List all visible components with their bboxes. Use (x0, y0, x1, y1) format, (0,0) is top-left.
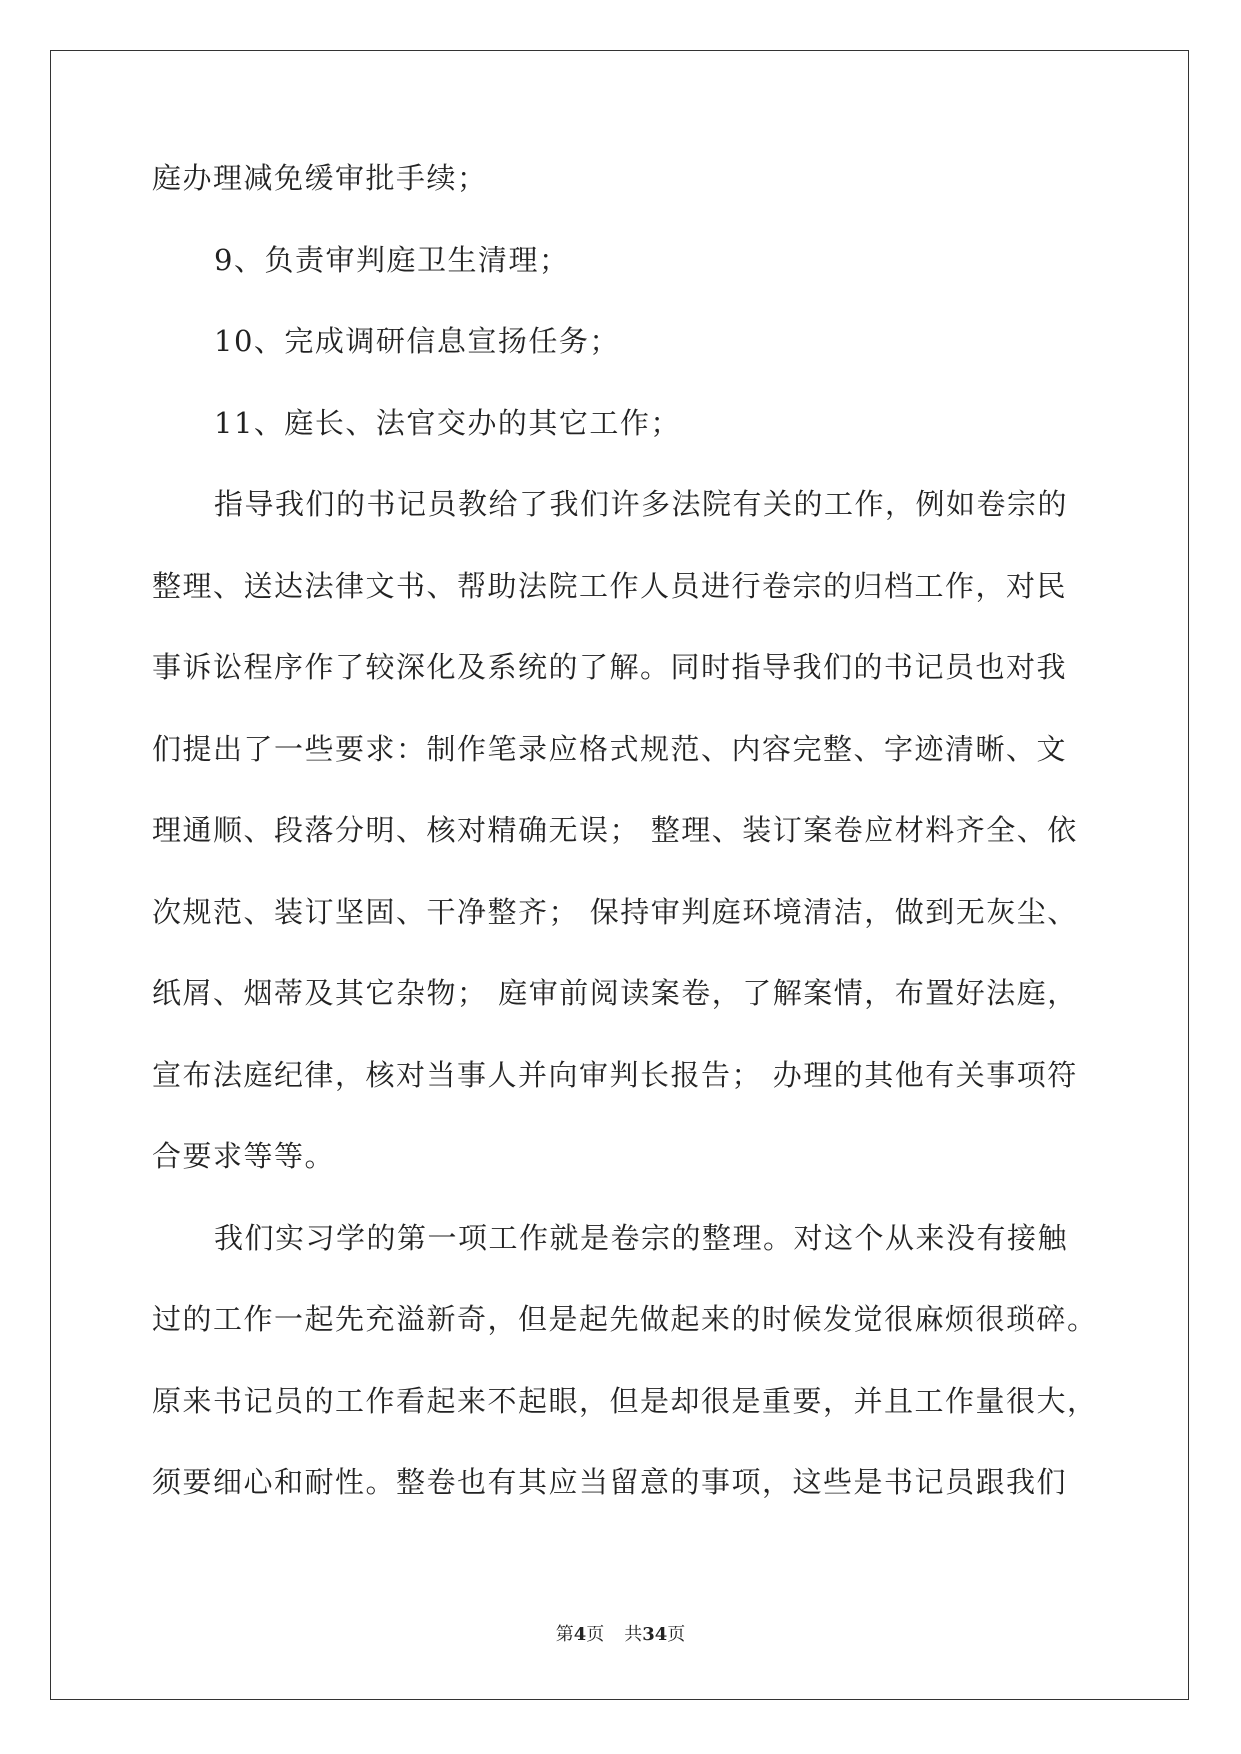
text-line: 指导我们的书记员教给了我们许多法院有关的工作，例如卷宗的 (214, 487, 1069, 521)
text-line: 我们实习学的第一项工作就是卷宗的整理。对这个从来没有接触 (214, 1220, 1069, 1255)
text-line: 事诉讼程序作了较深化及系统的了解。同时指导我们的书记员也对我 (152, 650, 1068, 684)
text-line: 须要细心和耐性。整卷也有其应当留意的事项，这些是书记员跟我们 (152, 1465, 1068, 1499)
text-line: 整理、送达法律文书、帮助法院工作人员进行卷宗的归档工作，对民 (152, 568, 1068, 603)
text-line: 纸屑、烟蒂及其它杂物； 庭审前阅读案卷，了解案情，布置好法庭， (152, 976, 1078, 1010)
text-line: 次规范、装订坚固、干净整齐； 保持审判庭环境清洁，做到无灰尘、 (152, 894, 1078, 929)
text-line: 过的工作一起先充溢新奇，但是起先做起来的时候发觉很麻烦很琐碎。 (152, 1302, 1098, 1336)
text-line: 11、庭长、法官交办的其它工作； (214, 405, 681, 440)
footer-total-suffix: 页 (667, 1624, 686, 1645)
text-line: 庭办理减免缓审批手续； (152, 161, 488, 195)
text-line: 合要求等等。 (152, 1139, 336, 1173)
footer-page-suffix: 页 (586, 1624, 605, 1645)
text-line: 们提出了一些要求：制作笔录应格式规范、内容完整、字迹清晰、文 (152, 731, 1068, 766)
text-line: 9、负责审判庭卫生清理； (214, 242, 570, 277)
text-line: 理通顺、段落分明、核对精确无误； 整理、装订案卷应材料齐全、依 (152, 813, 1078, 847)
document-body (152, 160, 1098, 1546)
text-line: 原来书记员的工作看起来不起眼，但是却很是重要，并且工作量很大， (152, 1383, 1098, 1418)
text-line: 10、完成调研信息宣扬任务； (214, 324, 620, 358)
footer-page-number: 4 (573, 1624, 587, 1645)
text-line: 宣布法庭纪律，核对当事人并向审判长报告； 办理的其他有关事项符 (152, 1057, 1078, 1092)
footer-total-pages: 34 (642, 1624, 668, 1645)
footer-total-prefix: 共 (624, 1624, 643, 1645)
page-footer (0, 1620, 1241, 1646)
footer-page-prefix: 第 (555, 1624, 574, 1645)
